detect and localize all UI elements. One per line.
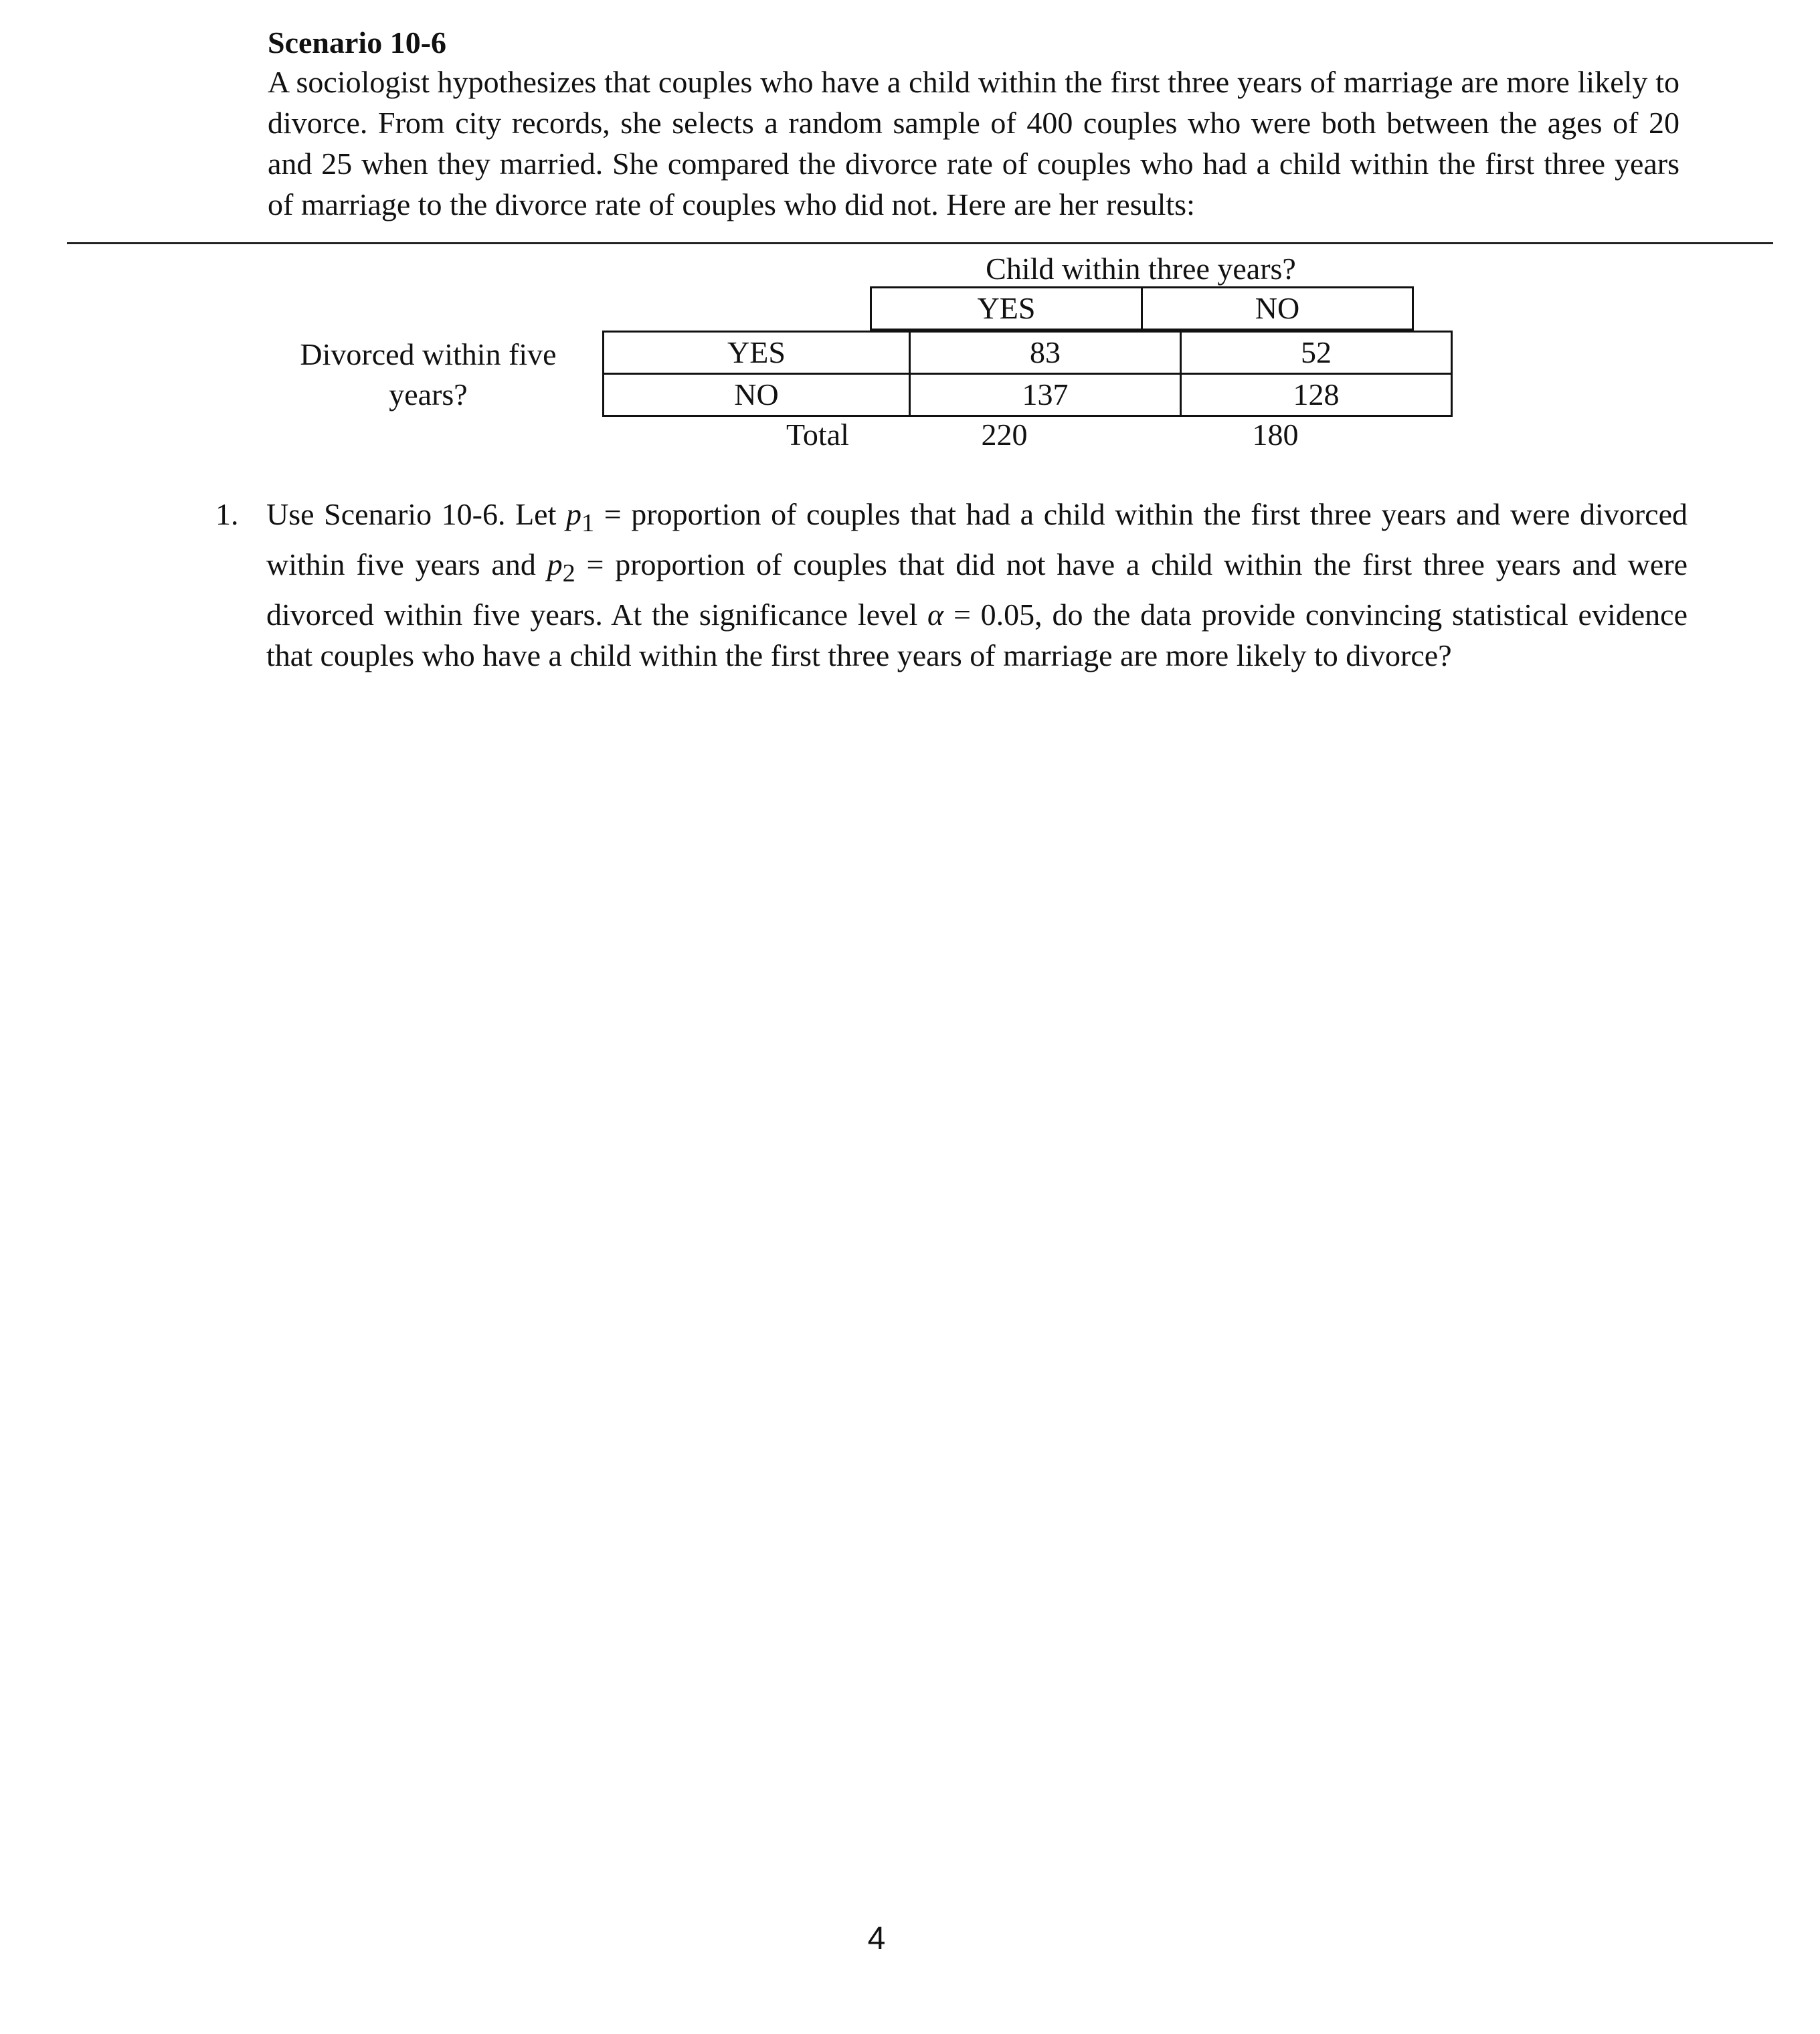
- two-way-table: [602, 331, 1453, 417]
- column-header-table: [870, 286, 1414, 331]
- total-label: Total: [786, 418, 849, 452]
- question-1: [215, 494, 1688, 676]
- section-divider: [67, 242, 1773, 244]
- table-row: [604, 374, 1452, 416]
- row-label-yes: YES: [604, 332, 910, 374]
- total-no: 180: [1252, 418, 1299, 452]
- table-cell: 128: [1181, 374, 1452, 416]
- scenario-description: A sociologist hypothesizes that couples who have a child within the first three years of marriage are more likely to divorce. From city records, she selects a random sample of 400 couples who were both between the ages of 20 and 25 when they married. She compared the divorce rate of couples who had a child within the first three years of marriage to the divorce rate of couples who did not. Here are her results:: [268, 65, 1679, 221]
- table-cell: 137: [910, 374, 1181, 416]
- column-label-yes: YES: [871, 288, 1142, 330]
- table-cell: 83: [910, 332, 1181, 374]
- scenario-title: Scenario 10-6: [268, 25, 447, 60]
- p1-symbol: p: [565, 497, 581, 531]
- page-number: 4: [867, 1921, 886, 1956]
- question-text: Use Scenario 10-6. Let $p_1$ = proportion of couples that had a child within the first three years and were divorced within five years and $p_2$ = proportion of couples that did not have a child within the first three years and were divorced within five years. At the significance level α = 0.05, do the data provide convincing statistical evidence that couples who have a child within the first three years of marriage are more likely to divorce?: [266, 497, 1688, 673]
- p2-symbol: p: [547, 547, 563, 582]
- column-variable-label: Child within three years?: [986, 252, 1296, 286]
- table-row: [604, 332, 1452, 374]
- question-number: 1.: [215, 497, 239, 531]
- column-header-row: [871, 288, 1413, 330]
- column-label-no: NO: [1142, 288, 1413, 330]
- row-variable-label: Divorced within five years?: [300, 337, 557, 411]
- row-label-no: NO: [604, 374, 910, 416]
- alpha-symbol: α: [927, 597, 944, 632]
- table-cell: 52: [1181, 332, 1452, 374]
- total-yes: 220: [981, 418, 1028, 452]
